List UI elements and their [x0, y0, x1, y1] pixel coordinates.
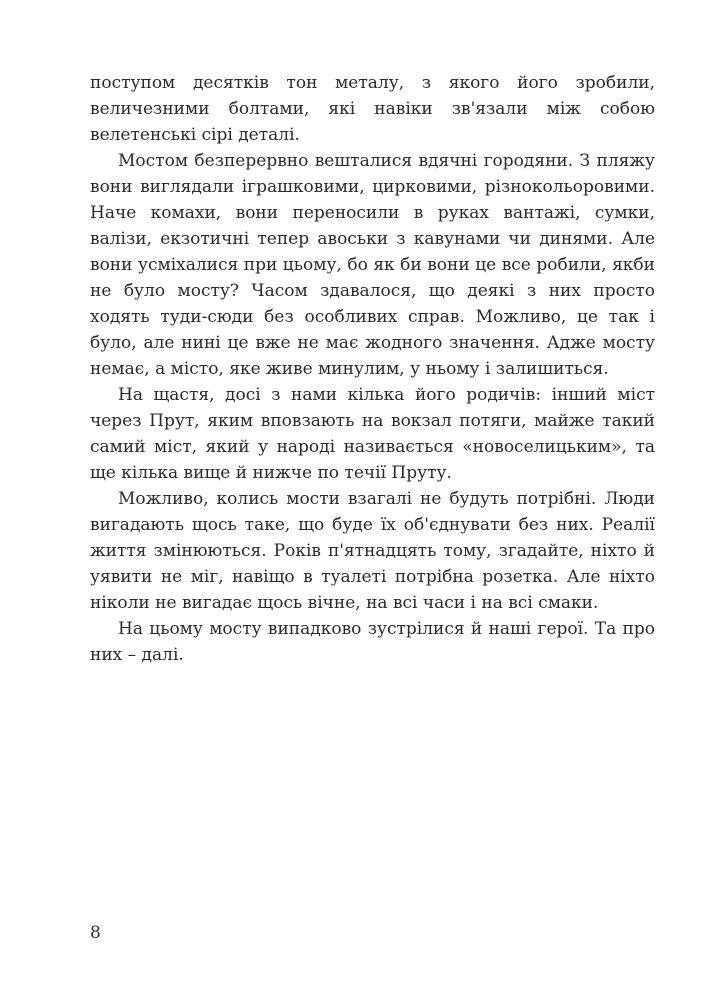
page-number: 8 [90, 923, 101, 943]
paragraph-future-bridges: Можливо, колись мости взагалі не будуть потрібні. Люди вигадають щось таке, що буде їх об'єднувати без них. Реалії життя змінюються. Років п'ятнадцять тому, згадайте, ніхто й уявити не міг, навіщо в туалеті потрібна розетка. Але ніхто ніколи не вигадає щось вічне, на всі часи і на всі смаки. [90, 489, 655, 613]
paragraph-continuation: поступом десятків тон металу, з якого його зробили, величезними болтами, які навіки зв'язали між собою велетенські сірі деталі. [90, 73, 655, 145]
body-text [90, 70, 655, 668]
paragraph-other-bridges: На щастя, досі з нами кілька його родичів: інший міст через Прут, яким вповзають на вокзал потяги, майже такий самий міст, який у народі називається «новоселицьким», та ще кілька вище й нижче по течії Пруту. [90, 385, 655, 483]
paragraph-bridge-crowds: Мостом безперервно вешталися вдячні городяни. З пляжу вони виглядали іграшковими, цирковими, різнокольоровими. Наче комахи, вони переносили в руках вантажі, сумки, валізи, екзотичні тепер авоськи з кавунами чи динями. Але вони усміхалися при цьому, бо як би вони це все робили, якби не було мосту? Часом здавалося, що деякі з них просто ходять туди-сюди без особливих справ. Можливо, це так і було, але нині це вже не має жодного значення. Адже мосту немає, а місто, яке живе минулим, у ньому і залишиться. [90, 151, 655, 379]
paragraph-heroes-met: На цьому мосту випадково зустрілися й наші герої. Та про них – далі. [90, 619, 655, 665]
